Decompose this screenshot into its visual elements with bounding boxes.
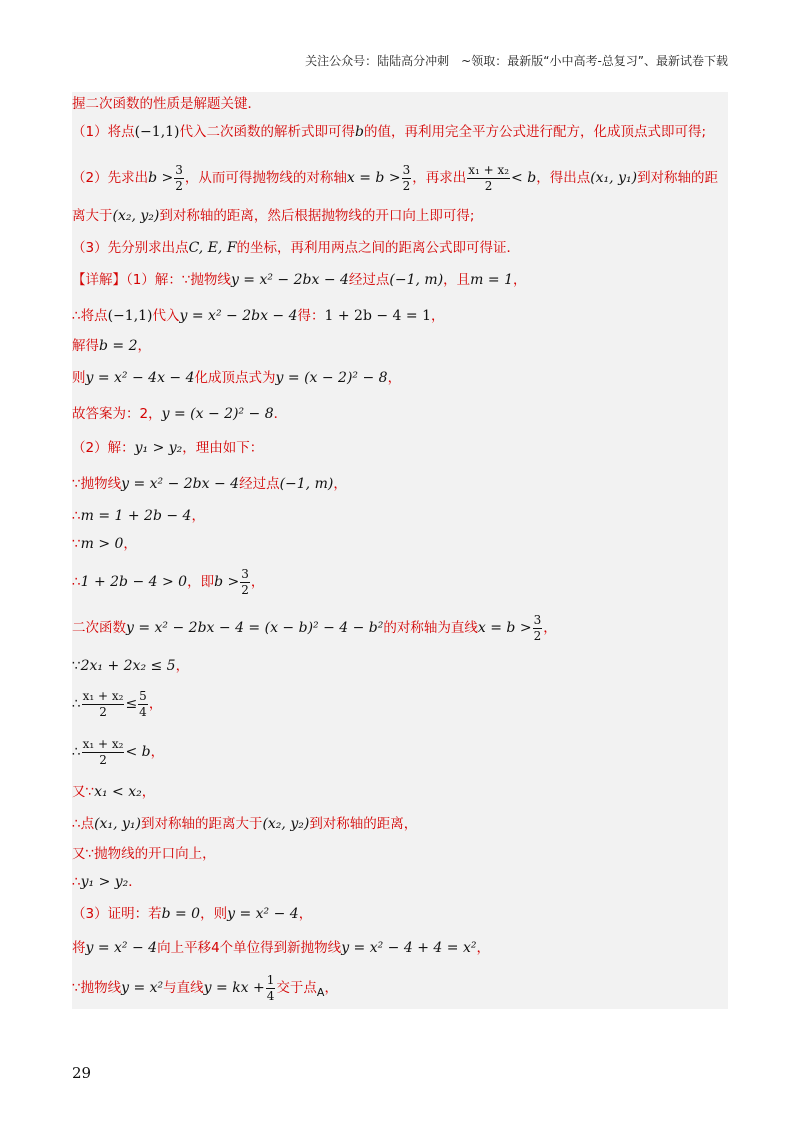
text-run: A <box>316 986 325 999</box>
text-line <box>72 938 490 958</box>
fraction: $\frac{3}{2}$ <box>533 612 542 643</box>
fraction: $\frac{3}{2}$ <box>402 162 411 193</box>
text-run: ， <box>137 338 151 354</box>
text-run: 将 <box>72 940 86 956</box>
math-run: 1 + 2b − 4 > 0 <box>80 574 188 590</box>
text-run: ∴ <box>72 574 81 590</box>
text-run: ， <box>123 536 137 552</box>
math-run: 1 + 2b − 4 = 1 <box>324 308 431 324</box>
text-run: ，从而可得抛物线的对称轴 <box>184 170 347 186</box>
math-run: (x₂, y₂) <box>262 816 310 832</box>
math-run: b <box>355 124 364 140</box>
text-run: ，即 <box>187 574 215 590</box>
text-run: （2）解： <box>72 440 135 456</box>
solution-content <box>72 92 728 1009</box>
text-run: （2）先求出 <box>72 170 149 186</box>
text-run: ∵抛物线 <box>72 476 122 492</box>
text-run: （1）将点 <box>72 124 135 140</box>
text-run: 握二次函数的性质是解题关键． <box>72 96 261 112</box>
text-line <box>72 506 205 526</box>
text-run: （3）先分别求出点 <box>72 240 189 256</box>
text-line <box>72 238 520 258</box>
math-run: y = x² <box>121 980 164 996</box>
math-run: (−1,1) <box>134 124 180 140</box>
math-run: x = b > <box>346 170 401 186</box>
text-run: 到对称轴的距离， <box>309 816 418 832</box>
text-run: ． <box>128 874 142 890</box>
text-run: ， <box>333 476 347 492</box>
text-run: 又∵抛物线的开口向上， <box>72 846 216 862</box>
text-line <box>72 368 401 388</box>
text-line <box>72 562 264 602</box>
math-run: (−1,1) <box>107 308 153 324</box>
text-run: ∴点 <box>72 816 95 832</box>
text-run: ， <box>476 940 490 956</box>
text-run: ． <box>273 406 288 422</box>
text-run: ， <box>141 784 156 800</box>
text-run: ，且 <box>443 272 471 288</box>
text-run: 故答案为： <box>72 406 140 422</box>
math-run: m = 1 <box>470 272 513 288</box>
text-run: 的坐标，再利用两点之间的距离公式即可得证． <box>236 240 521 256</box>
math-run: b > <box>214 574 240 590</box>
math-run: y = x² − 4x − 4 <box>85 370 195 386</box>
text-run: ， <box>387 370 402 386</box>
text-run: 二次函数 <box>72 620 126 636</box>
text-run: 交于点 <box>276 980 317 996</box>
text-line <box>72 94 261 114</box>
fraction: $\frac{5}{4}$ <box>139 688 147 719</box>
text-run: ，则 <box>200 906 228 922</box>
text-run: 则 <box>72 370 86 386</box>
text-line <box>72 270 527 290</box>
text-run: ∴将点 <box>72 308 108 324</box>
text-run: ∵ <box>72 536 81 552</box>
math-run: y = x² − 4 + 4 = x² <box>341 940 477 956</box>
text-run: 的对称轴为直线 <box>383 620 478 636</box>
text-run: ∴ <box>72 696 81 712</box>
text-run: ， <box>298 906 313 922</box>
text-line <box>72 438 263 458</box>
math-run: x = b > <box>477 620 532 636</box>
text-run: 【详解】（1）解：∵抛物线 <box>72 272 231 288</box>
text-line <box>72 608 557 648</box>
text-run: （3）证明：若 <box>72 906 162 922</box>
math-run: (x₁, y₁) <box>590 170 638 186</box>
text-line <box>72 904 312 924</box>
text-line <box>72 732 164 772</box>
math-run: b = 2 <box>99 338 138 354</box>
math-run: b = 0 <box>161 906 201 922</box>
text-run: 代入 <box>152 308 180 324</box>
fraction: $\frac{\text{x₁ + x₂}}{2}$ <box>82 688 124 719</box>
header-text: 关注公众号：陆陆高分冲刺 ~领取：最新版“小中高考-总复习”、最新试卷下载 <box>305 54 728 68</box>
math-run: y₁ > y₂ <box>80 874 129 890</box>
text-run: 代入二次函数的解析式即可得 <box>179 124 356 140</box>
text-run: 经过点 <box>239 476 280 492</box>
math-run: < b <box>125 744 151 760</box>
text-run: ， <box>324 980 338 996</box>
fraction: $\frac{\text{x₁ + x₂}}{2}$ <box>82 736 124 767</box>
math-run: (−1, m) <box>389 272 444 288</box>
text-line <box>72 968 338 1013</box>
math-run: y = x² − 2bx − 4 <box>230 272 349 288</box>
text-run: ∴ <box>72 508 81 524</box>
text-run: 离大于 <box>72 208 113 224</box>
text-run: ∴ <box>72 744 81 760</box>
math-run: (x₁, y₁) <box>94 816 141 832</box>
fraction: $\frac{\text{x₁ + x₂}}{2}$ <box>468 162 510 193</box>
text-line <box>72 306 444 326</box>
math-run: 2x₁ + 2x₂ ≤ 5 <box>80 658 176 674</box>
text-run: 到对称轴的距 <box>637 170 719 186</box>
text-line <box>72 158 718 198</box>
text-run: 2， <box>139 406 162 422</box>
text-run: 到对称轴的距离大于 <box>140 816 263 832</box>
text-line <box>72 404 287 424</box>
math-run: m = 1 + 2b − 4 <box>80 508 192 524</box>
page-header <box>0 52 800 72</box>
text-run: ， <box>250 574 265 590</box>
math-run: < b <box>511 170 537 186</box>
text-line <box>72 122 706 142</box>
text-line <box>72 534 137 554</box>
text-run: ， <box>543 620 557 636</box>
math-run: ≤ <box>125 696 138 712</box>
text-run: ∵抛物线 <box>72 980 122 996</box>
math-run: C, E, F <box>188 240 237 256</box>
math-run: y = kx + <box>203 980 265 996</box>
text-run: 的值，再利用完全平方公式进行配方，化成顶点式即可得; <box>363 124 707 140</box>
text-run: ，再求出 <box>412 170 467 186</box>
text-run: 与直线 <box>163 980 204 996</box>
math-run: (−1, m) <box>279 476 334 492</box>
math-run: m > 0 <box>80 536 124 552</box>
text-run: 得： <box>297 308 325 324</box>
fraction: $\frac{3}{2}$ <box>175 162 183 193</box>
text-run: ∵ <box>72 658 81 674</box>
text-run: 向上平移4个单位得到新抛物线 <box>157 940 342 956</box>
math-run: y = x² − 4 <box>227 906 299 922</box>
text-run: ， <box>513 272 527 288</box>
text-run: 到对称轴的距离，然后根据抛物线的开口向上即可得; <box>159 208 475 224</box>
text-run: 解得 <box>72 338 99 354</box>
text-line <box>72 844 216 864</box>
text-run: 经过点 <box>348 272 390 288</box>
text-line <box>72 872 142 892</box>
text-run: ， <box>150 744 165 760</box>
math-run: y = x² − 4 <box>85 940 158 956</box>
math-run: y = x² − 2bx − 4 = (x − b)² − 4 − b² <box>126 620 384 636</box>
text-line <box>72 336 151 356</box>
text-run: ∴ <box>72 874 81 890</box>
text-run: ， <box>148 696 163 712</box>
math-run: x₁ < x₂ <box>94 784 142 800</box>
text-line <box>72 656 189 676</box>
math-run: y = (x − 2)² − 8 <box>161 406 274 422</box>
math-run: y₁ > y₂ <box>134 440 183 456</box>
text-line <box>72 684 162 724</box>
math-run: b > <box>148 170 174 186</box>
math-run: (x₂, y₂) <box>112 208 160 224</box>
text-line <box>72 206 474 226</box>
fraction: $\frac{1}{4}$ <box>266 972 275 1003</box>
text-line <box>72 474 347 494</box>
text-run: ，理由如下： <box>182 440 264 456</box>
text-line <box>72 782 155 802</box>
text-run: 又∵ <box>72 784 95 800</box>
math-run: y = (x − 2)² − 8 <box>275 370 388 386</box>
math-run: y = x² − 2bx − 4 <box>121 476 240 492</box>
math-run: y = x² − 2bx − 4 <box>179 308 298 324</box>
text-run: 化成顶点式为 <box>194 370 276 386</box>
fraction: $\frac{3}{2}$ <box>241 566 249 597</box>
text-run: ，得出点 <box>536 170 591 186</box>
text-run: ， <box>191 508 205 524</box>
text-line <box>72 814 417 834</box>
text-run: ， <box>175 658 190 674</box>
text-run: ， <box>430 308 445 324</box>
page-number: 29 <box>72 1064 92 1082</box>
